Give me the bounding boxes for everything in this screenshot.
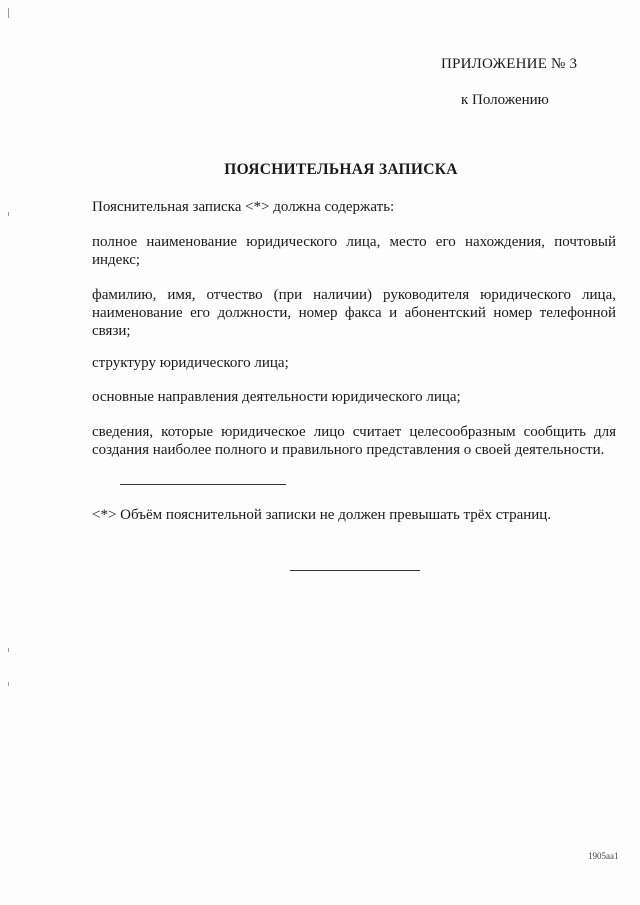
scan-mark [8,648,9,652]
appendix-title: ПРИЛОЖЕНИЕ № 3 [441,56,578,72]
appendix-reference: к Положению [461,92,549,108]
list-item: структуру юридического лица; [92,355,289,371]
document-code: 1905aa1 [588,851,619,861]
intro-paragraph: Пояснительная записка <*> должна содержать: [92,199,395,215]
scan-mark [8,682,9,686]
scan-mark [8,212,9,216]
list-item: фамилию, имя, отчество (при наличии) руководителя юридического лица, наименование его должности, номер факса и абонентский номер телефонной связи; [92,287,616,339]
list-item: основные направления деятельности юридического лица; [92,389,461,405]
list-item: полное наименование юридического лица, место его нахождения, почтовый индекс; [92,234,616,268]
footnote: <*> Объём пояснительной записки не должен превышать трёх страниц. [92,507,552,523]
end-rule [290,570,420,571]
scan-mark [8,8,9,18]
document-title: ПОЯСНИТЕЛЬНАЯ ЗАПИСКА [224,161,458,178]
list-item: сведения, которые юридическое лицо считает целесообразным сообщить для создания наиболее полного и правильного представления о своей деятельности. [92,424,616,458]
footnote-separator [120,484,286,485]
